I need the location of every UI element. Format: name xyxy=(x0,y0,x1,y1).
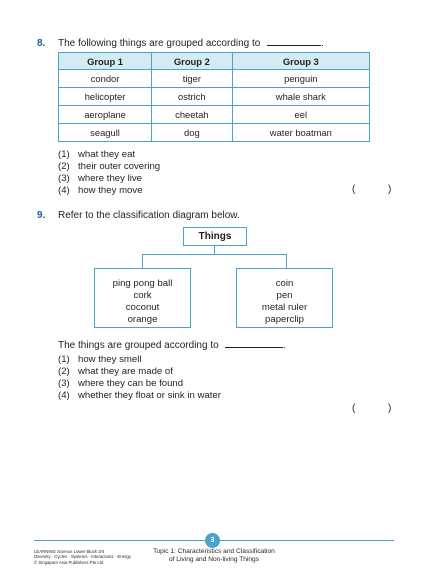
table-cell: ostrich xyxy=(152,88,233,106)
option-number: (4) xyxy=(58,185,70,196)
option-text: how they move xyxy=(78,185,143,196)
option-number: (1) xyxy=(58,149,70,160)
option-item xyxy=(58,354,221,366)
option-number: (2) xyxy=(58,161,70,172)
groups-table xyxy=(58,52,370,142)
question-8-text xyxy=(58,38,324,49)
table-row xyxy=(59,106,370,124)
question-8-stem: The following things are grouped according to xyxy=(58,38,261,49)
question-8-end: . xyxy=(321,38,324,49)
question-9-number: 9. xyxy=(37,210,46,221)
table-cell: aeroplane xyxy=(59,106,152,124)
option-item xyxy=(58,378,221,390)
option-number: (1) xyxy=(58,354,70,365)
question-8-options xyxy=(58,149,160,197)
option-text: how they smell xyxy=(78,354,142,365)
option-text: where they can be found xyxy=(78,378,184,389)
table-cell: cheetah xyxy=(152,106,233,124)
answer-bracket-close: ) xyxy=(388,403,392,414)
question-9-stem-line xyxy=(58,340,286,351)
table-cell: seagull xyxy=(59,124,152,142)
diagram-connector xyxy=(214,245,215,254)
question-9-text: Refer to the classification diagram below. xyxy=(58,210,240,221)
table-cell: eel xyxy=(232,106,369,124)
table-cell: tiger xyxy=(152,70,233,88)
option-item xyxy=(58,366,221,378)
diagram-item: cork xyxy=(133,290,152,301)
table-header-row xyxy=(59,53,370,70)
footer-topic-line: Topic 1: Characteristics and Classification xyxy=(153,548,275,555)
table-cell: condor xyxy=(59,70,152,88)
footer-book-info xyxy=(34,549,131,565)
question-9-options xyxy=(58,354,221,402)
page-number-badge: 3 xyxy=(205,533,220,548)
option-item xyxy=(58,185,160,197)
table-header: Group 1 xyxy=(59,53,152,70)
option-item xyxy=(58,161,160,173)
diagram-item: pen xyxy=(276,290,293,301)
diagram-connector xyxy=(142,254,143,268)
footer-book-line: LEARNING Science Lower Block 3/4 xyxy=(34,549,105,554)
answer-blank[interactable] xyxy=(225,347,283,348)
option-text: what they are made of xyxy=(78,366,173,377)
diagram-item: orange xyxy=(127,314,158,325)
diagram-root-box: Things xyxy=(183,227,247,246)
option-item xyxy=(58,149,160,161)
question-9-stem: The things are grouped according to xyxy=(58,340,219,351)
question-9-end: . xyxy=(283,340,287,351)
table-cell: dog xyxy=(152,124,233,142)
footer-book-line: © Singapore Asia Publishers Pte Ltd xyxy=(34,559,104,565)
footer-topic xyxy=(138,548,290,564)
table-cell: whale shark xyxy=(232,88,369,106)
diagram-item: coin xyxy=(275,278,294,289)
answer-bracket-open: ( xyxy=(352,184,356,195)
option-number: (3) xyxy=(58,173,70,184)
diagram-item: ping pong ball xyxy=(112,278,173,289)
table-row xyxy=(59,124,370,142)
table-row xyxy=(59,88,370,106)
footer-topic-line: of Living and Non-living Things xyxy=(168,556,260,563)
diagram-connector xyxy=(142,254,287,255)
diagram-connector xyxy=(286,254,287,268)
diagram-item: paperclip xyxy=(265,314,304,325)
answer-bracket-close: ) xyxy=(388,184,392,195)
table-header: Group 2 xyxy=(152,53,233,70)
table-cell: helicopter xyxy=(59,88,152,106)
option-number: (3) xyxy=(58,378,70,389)
diagram-left-group xyxy=(94,268,191,328)
diagram-right-group xyxy=(236,268,333,328)
footer-book-line: Diversity · Cycles · Systems · Interactions · Energy xyxy=(34,554,131,560)
table-cell: penguin xyxy=(232,70,369,88)
table-row xyxy=(59,70,370,88)
diagram-item: metal ruler xyxy=(261,302,308,313)
option-number: (2) xyxy=(58,366,70,377)
table-cell: water boatman xyxy=(232,124,369,142)
option-item xyxy=(58,173,160,185)
option-number: (4) xyxy=(58,390,70,401)
option-text: what they eat xyxy=(78,149,136,160)
option-text: whether they float or sink in water xyxy=(78,390,221,401)
option-text: where they live xyxy=(78,173,142,184)
answer-bracket-open: ( xyxy=(352,403,356,414)
option-item xyxy=(58,390,221,402)
diagram-item: coconut xyxy=(125,302,160,313)
answer-blank[interactable] xyxy=(267,45,321,46)
option-text: their outer covering xyxy=(78,161,161,172)
table-header: Group 3 xyxy=(232,53,369,70)
question-8-number: 8. xyxy=(37,38,46,49)
